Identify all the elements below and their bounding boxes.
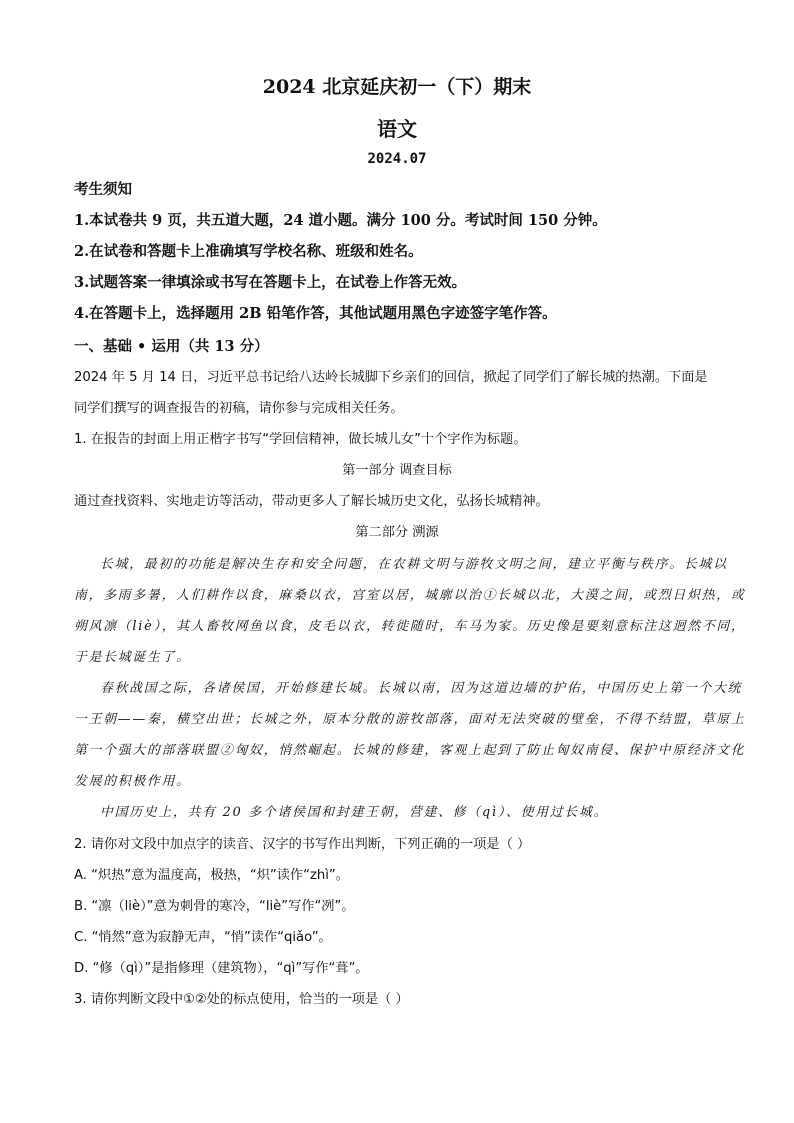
- question-1: 1. 在报告的封面上用正楷字书写“学回信精神，做长城儿女”十个字作为标题。: [74, 432, 527, 447]
- passage-line-5: 春秋战国之际，各诸侯国，开始修建长城。长城以南，因为这道边墙的护佑，中国历史上第一个大统: [100, 681, 743, 696]
- notice-item-2: 2.在试卷和答题卡上准确填写学校名称、班级和姓名。: [74, 243, 423, 260]
- passage-line-9: 中国历史上，共有 20 多个诸侯国和封建王朝，营建、修（qì）、使用过长城。: [100, 805, 609, 820]
- part1-title: 第一部分 调查目标: [342, 463, 452, 478]
- notice-heading: 考生须知: [74, 181, 132, 198]
- passage-line-6: 一王朝——秦，横空出世；长城之外，原本分散的游牧部落，面对无法突破的壁垒，不得不结盟，草原上: [74, 712, 746, 727]
- passage-line-7: 第一个强大的部落联盟②匈奴，悄然崛起。长城的修建，客观上起到了防止匈奴南侵、保护中原经济文化: [74, 743, 746, 758]
- subject-title: 语文: [377, 117, 417, 141]
- passage-line-8: 发展的积极作用。: [74, 774, 191, 789]
- exam-date: 2024.07: [367, 151, 427, 167]
- exam-title: 2024 北京延庆初一（下）期末: [262, 76, 532, 98]
- notice-item-4: 4.在答题卡上，选择题用 2B 铅笔作答，其他试题用黑色字迹签字笔作答。: [74, 305, 557, 322]
- question-2-stem: 2. 请你对文段中加点字的读音、汉字的书写作出判断，下列正确的一项是（ ）: [74, 837, 531, 852]
- question-2-option-b: B. “凛（liè）”意为刺骨的寒冷，“liè”写作“冽”。: [74, 899, 355, 914]
- intro-line-1: 2024 年 5 月 14 日，习近平总书记给八达岭长城脚下乡亲们的回信，掀起了同学们了解长城的热潮。下面是: [74, 370, 708, 385]
- passage-line-1: 长城，最初的功能是解决生存和安全问题，在农耕文明与游牧文明之间，建立平衡与秩序。长城以: [100, 557, 728, 572]
- notice-item-1: 1.本试卷共 9 页，共五道大题，24 道小题。满分 100 分。考试时间 150 分钟。: [74, 212, 607, 229]
- part2-title: 第二部分 溯源: [355, 525, 439, 540]
- passage-line-4: 于是长城诞生了。: [74, 650, 191, 665]
- intro-line-2: 同学们撰写的调查报告的初稿，请你参与完成相关任务。: [74, 401, 404, 416]
- question-2-option-d: D. “修（qì）”是指修理（建筑物），“qì”写作“葺”。: [74, 961, 369, 976]
- question-2-option-a: A. “炽热”意为温度高，极热，“炽”读作“zhì”。: [74, 868, 349, 883]
- question-2-option-c: C. “悄然”意为寂静无声，“悄”读作“qiǎo”。: [74, 930, 332, 945]
- notice-item-3: 3.试题答案一律填涂或书写在答题卡上，在试卷上作答无效。: [74, 274, 467, 291]
- passage-line-3: 朔风凛（liè），其人畜牧网鱼以食，皮毛以衣，转徙随时，车马为家。历史像是要刻意标注这迥然不同，: [74, 619, 746, 634]
- section-heading: 一、基础 • 运用（共 13 分）: [74, 338, 269, 355]
- part1-text: 通过查找资料、实地走访等活动，带动更多人了解长城历史文化，弘扬长城精神。: [74, 494, 549, 509]
- passage-line-2: 南，多雨多暑，人们耕作以食，麻桑以衣，宫室以居，城廓以治①长城以北，大漠之间，或烈日炽热，或: [74, 588, 746, 603]
- question-3-stem: 3. 请你判断文段中①②处的标点使用，恰当的一项是（ ）: [74, 992, 409, 1007]
